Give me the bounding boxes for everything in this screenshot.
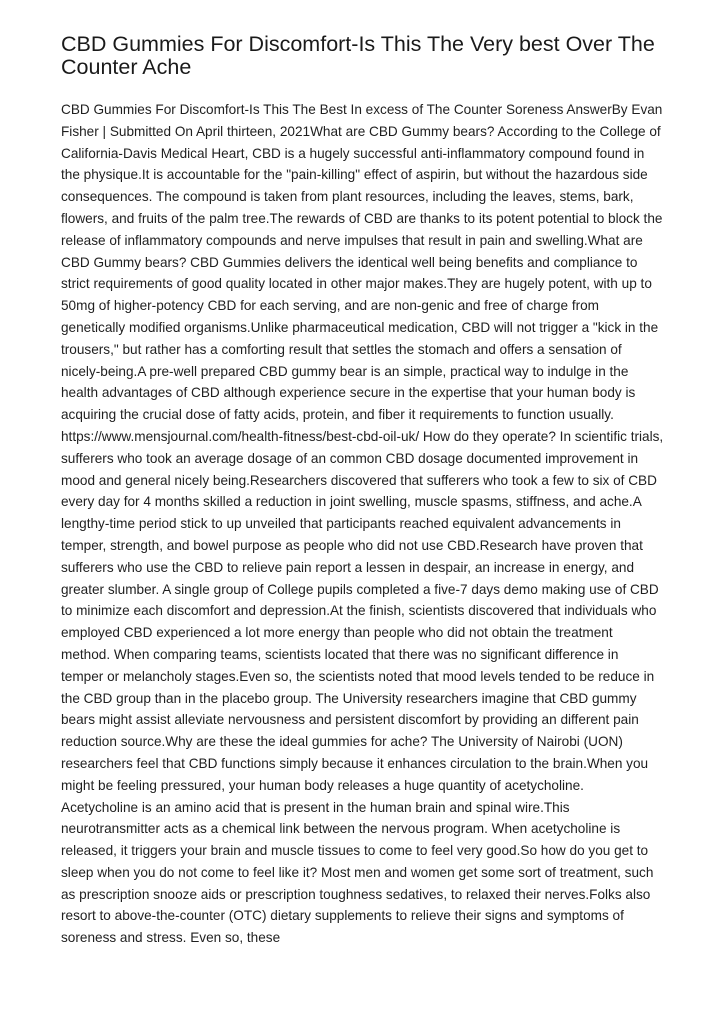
document-body-text: CBD Gummies For Discomfort-Is This The Best In excess of The Counter Soreness AnswerBy Evan Fisher | Submitted On April thirteen, 2021What are CBD Gummy bears? According to the College of California-Davis Medical Heart, CBD is a hugely successful anti-inflammatory compound found in the physique.It is accountable for the "pain-killing" effect of aspirin, but without the hazardous side consequences. The compound is taken from plant resources, including the leaves, stems, bark, flowers, and fruits of the palm tree.The rewards of CBD are thanks to its potent potential to block the release of inflammatory compounds and nerve impulses that result in pain and swelling.What are CBD Gummy bears? CBD Gummies delivers the identical well being benefits and compliance to strict requirements of good quality located in other major makes.They are hugely potent, with up to 50mg of higher-potency CBD for each serving, and are non-genic and free of charge from genetically modified organisms.Unlike pharmaceutical medication, CBD will not trigger a "kick in the trousers," but rather has a comforting result that settles the stomach and offers a sensation of nicely-being.A pre-well prepared CBD gummy bear is an simple, practical way to indulge in the health advantages of CBD although experience secure in the expertise that your human body is acquiring the crucial dose of fatty acids, protein, and fiber it requirements to function usually. https://www.mensjournal.com/health-fitness/best-cbd-oil-uk/ How do they operate? In scientific trials, sufferers who took an average dosage of an common CBD dosage documented improvement in mood and general nicely being.Researchers discovered that sufferers who took a few to six of CBD every day for 4 months skilled a reduction in joint swelling, muscle spasms, stiffness, and ache.A lengthy-time period stick to up unveiled that participants reached equivalent advancements in temper, strength, and bowel purpose as people who did not use CBD.Research have proven that sufferers who use the CBD to relieve pain report a lessen in despair, an increase in energy, and greater slumber. A single group of College pupils completed a five-7 days demo making use of CBD to minimize each discomfort and depression.At the finish, scientists discovered that individuals who employed CBD experienced a lot more energy than people who did not obtain the treatment method. When comparing teams, scientists located that there was no significant difference in temper or melancholy stages.Even so, the scientists noted that mood levels tended to be reduce in the CBD group than in the placebo group. The University researchers imagine that CBD gummy bears might assist alleviate nervousness and persistent discomfort by providing an different pain reduction source.Why are these the ideal gummies for ache? The University of Nairobi (UON) researchers feel that CBD functions simply because it enhances circulation to the brain.When you might be feeling pressured, your human body releases a huge quantity of acetycholine. Acetycholine is an amino acid that is present in the human brain and spinal wire.This neurotransmitter acts as a chemical link between the nervous program. When acetycholine is released, it triggers your brain and muscle tissues to come to feel very good.So how do you get to sleep when you do not come to feel like it? Most men and women get some sort of treatment, such as prescription snooze aids or prescription toughness sedatives, to relaxed their nerves.Folks also resort to above-the-counter (OTC) dietary supplements to relieve their signs and symptoms of soreness and stress. Even so, these [61, 102, 664, 946]
document-title: CBD Gummies For Discomfort-Is This The Very best Over The Counter Ache [61, 32, 655, 79]
